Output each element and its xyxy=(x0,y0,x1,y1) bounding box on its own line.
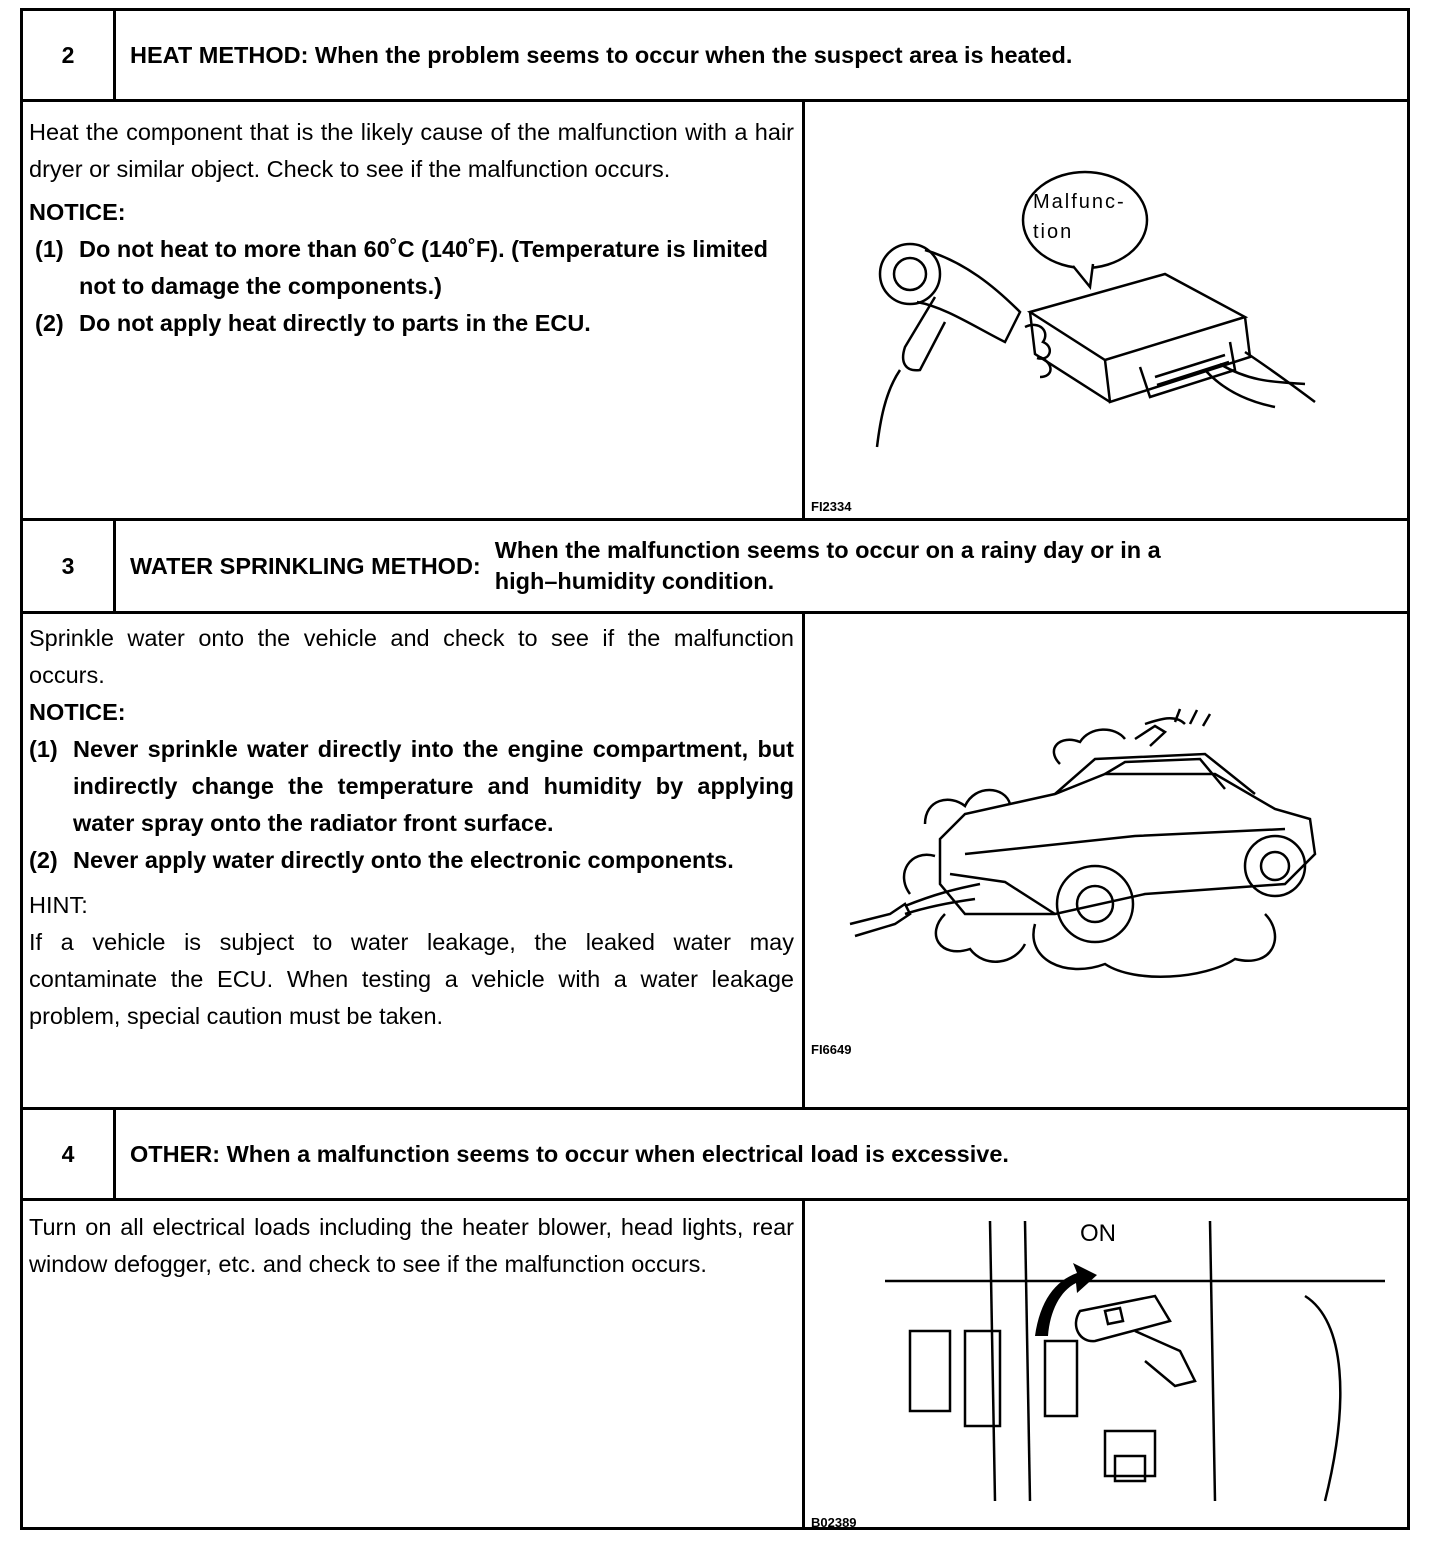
section-heat-method xyxy=(20,8,1410,521)
car-water-spray-illustration xyxy=(805,614,1405,1110)
callout-text-line2: tion xyxy=(1033,221,1074,243)
light-switch-illustration xyxy=(805,1201,1405,1530)
section-number: 4 xyxy=(23,1110,116,1198)
figure-id: FI2334 xyxy=(811,499,852,514)
section-water-sprinkling xyxy=(20,518,1410,1110)
instruction-text: Heat the component that is the likely cause of the malfunction with a hair dryer or similar object. Check to see if the malfunction occurs. xyxy=(29,119,794,182)
notice-item-text: Never sprinkle water directly into the engine compartment, but indirectly change the temperature and humidity by applying water spray onto the radiator front surface. xyxy=(73,736,794,836)
section-text xyxy=(23,1201,805,1530)
section-title: OTHER: When a malfunction seems to occur when electrical load is excessive. xyxy=(130,1140,1009,1167)
hint-text: If a vehicle is subject to water leakage, the leaked water may contaminate the ECU. When testing a vehicle with a water leakage problem, special caution must be taken. xyxy=(29,929,794,1029)
section-header xyxy=(23,11,1407,99)
hint-label: HINT: xyxy=(29,892,88,918)
section-title-line2: high–humidity condition. xyxy=(494,568,775,594)
notice-item xyxy=(29,305,794,342)
notice-item-text: Do not apply heat directly to parts in the ECU. xyxy=(79,310,591,336)
on-label: ON xyxy=(1080,1220,1116,1247)
instruction-text: Turn on all electrical loads including the heater blower, head lights, rear window defogger, etc. and check to see if the malfunction occurs. xyxy=(29,1214,794,1277)
notice-label: NOTICE: xyxy=(29,699,126,725)
figure-id: FI6649 xyxy=(811,1042,852,1057)
section-number: 3 xyxy=(23,521,116,611)
section-number: 2 xyxy=(23,11,116,99)
section-title: HEAT METHOD: When the problem seems to occur when the suspect area is heated. xyxy=(130,41,1073,68)
section-text xyxy=(23,102,805,518)
section-body xyxy=(23,611,1407,1110)
notice-item-label: (1) xyxy=(35,236,64,262)
notice-item-label: (2) xyxy=(35,310,64,336)
notice-item-label: (1) xyxy=(29,736,58,762)
notice-item-label: (2) xyxy=(29,847,58,873)
figure-light-switch xyxy=(805,1201,1407,1530)
notice-item xyxy=(29,231,794,305)
hair-dryer-ecu-illustration xyxy=(805,102,1405,518)
notice-label: NOTICE: xyxy=(29,199,126,225)
section-header xyxy=(23,521,1407,611)
section-other xyxy=(20,1107,1410,1530)
notice-item xyxy=(29,731,794,842)
section-text xyxy=(23,614,805,1110)
section-title-line1: When the malfunction seems to occur on a rainy day or in a xyxy=(494,537,1161,563)
section-body xyxy=(23,99,1407,518)
section-header xyxy=(23,1110,1407,1198)
section-title xyxy=(116,521,1407,611)
notice-item-text: Never apply water directly onto the electronic components. xyxy=(73,847,734,873)
figure-car-water-spray xyxy=(805,614,1407,1110)
notice-item-text: Do not heat to more than 60˚C (140˚F). (Temperature is limited not to damage the components.) xyxy=(79,236,768,299)
instruction-text: Sprinkle water onto the vehicle and check to see if the malfunction occurs. xyxy=(29,625,794,688)
section-title-condition xyxy=(495,535,1161,597)
figure-id: B02389 xyxy=(811,1515,857,1530)
callout-text-line1: Malfunc- xyxy=(1033,191,1126,213)
procedure-sheet xyxy=(20,8,1410,1530)
section-body xyxy=(23,1198,1407,1530)
notice-item xyxy=(29,842,794,879)
figure-hair-dryer-ecu xyxy=(805,102,1407,518)
section-title-prefix: WATER SPRINKLING METHOD: xyxy=(130,552,481,579)
